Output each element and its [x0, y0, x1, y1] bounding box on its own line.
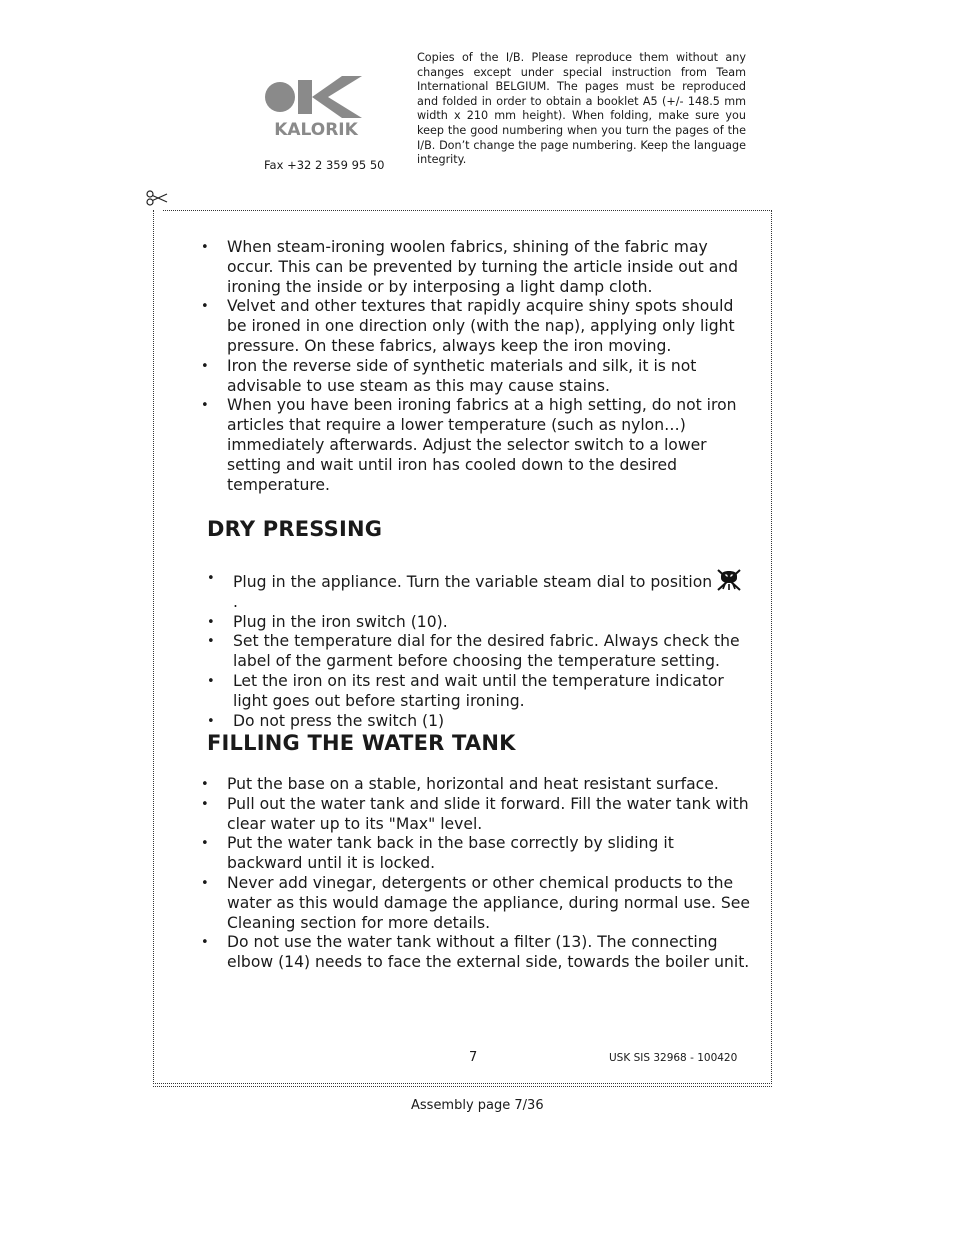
filling-water-tank-heading: FILLING THE WATER TANK: [207, 731, 516, 755]
ironing-tips-list: [201, 238, 747, 495]
page-frame-bottom-line: [153, 1086, 772, 1087]
list-item: • Pull out the water tank and slide it forward. Fill the water tank with clear water up to its "Max" level.: [201, 794, 749, 833]
page-number: 7: [469, 1050, 478, 1065]
list-item: • Do not use the water tank without a filter (13). The connecting elbow (14) needs to face the external side, towards the boiler unit.: [201, 933, 750, 972]
no-steam-icon: [717, 569, 741, 591]
list-item: • Do not press the switch (1): [207, 711, 445, 730]
bullet: •: [207, 614, 215, 630]
bullet: •: [201, 875, 209, 891]
bullet: •: [207, 713, 215, 729]
list-item: • Plug in the appliance. Turn the variable steam dial to position .: [233, 569, 745, 613]
bullet: •: [201, 240, 209, 255]
document-code: USK SIS 32968 - 100420: [609, 1052, 738, 1064]
fax-number: Fax +32 2 359 95 50: [264, 158, 385, 172]
list-item: • Put the base on a stable, horizontal and heat resistant surface.: [201, 775, 719, 793]
assembly-page-label: Assembly page 7/36: [411, 1098, 544, 1113]
bullet: •: [201, 836, 209, 852]
bullet: •: [207, 673, 215, 689]
list-item: • Velvet and other textures that rapidly acquire shiny spots should be ironed in one direction only (with the nap), applying only light pressure. On these fabrics, always keep the iron moving.: [201, 297, 735, 355]
filling-water-tank-list: [201, 775, 752, 973]
bullet: •: [207, 634, 215, 650]
list-item: • Never add vinegar, detergents or other chemical products to the water as this would damage the appliance, during normal use. See Cleaning section for more details.: [201, 873, 750, 932]
dry-pressing-heading: DRY PRESSING: [207, 517, 383, 541]
bullet: •: [201, 398, 209, 414]
list-item: • Plug in the iron switch (10).: [207, 612, 448, 631]
list-item: • Set the temperature dial for the desired fabric. Always check the label of the garment before choosing the temperature setting.: [207, 632, 740, 671]
svg-text:KALORIK: KALORIK: [274, 120, 358, 138]
bullet: •: [201, 299, 209, 315]
list-item: • When you have been ironing fabrics at a high setting, do not iron articles that require a lower temperature (such as nylon…) immediately afterwards. Adjust the selector switch to a lower setting and wait until iron has cooled down to the desired temperature.: [201, 396, 737, 494]
list-item: • Let the iron on its rest and wait until the temperature indicator light goes out before starting ironing.: [207, 671, 724, 710]
bullet: •: [207, 571, 215, 586]
bullet: •: [201, 796, 209, 812]
bullet: •: [201, 358, 209, 374]
list-item: • Put the water tank back in the base correctly by sliding it backward until it is locked.: [201, 834, 674, 873]
bullet: •: [201, 935, 209, 951]
bullet: •: [201, 777, 209, 792]
scissors-icon: [146, 190, 168, 206]
list-item: • Iron the reverse side of synthetic materials and silk, it is not advisable to use steam as this may cause stains.: [201, 356, 697, 395]
list-item: • When steam-ironing woolen fabrics, shining of the fabric may occur. This can be prevented by turning the article inside out and ironing the inside or by interposing a light damp cloth.: [201, 238, 739, 296]
reproduction-notice: Copies of the I/B. Please reproduce them without any changes except under special instruction from Team International BELGIUM. The pages must be reproduced and folded in order to obtain a booklet A5 (+/- 148.5 mm width x 210 mm height). When folding, make sure you keep the good numbering when you turn the pages of the I/B. Don’t change the page numbering. Keep the language integrity.: [417, 51, 746, 167]
kalorik-logo: [264, 72, 368, 138]
dry-pressing-list: [207, 569, 745, 731]
